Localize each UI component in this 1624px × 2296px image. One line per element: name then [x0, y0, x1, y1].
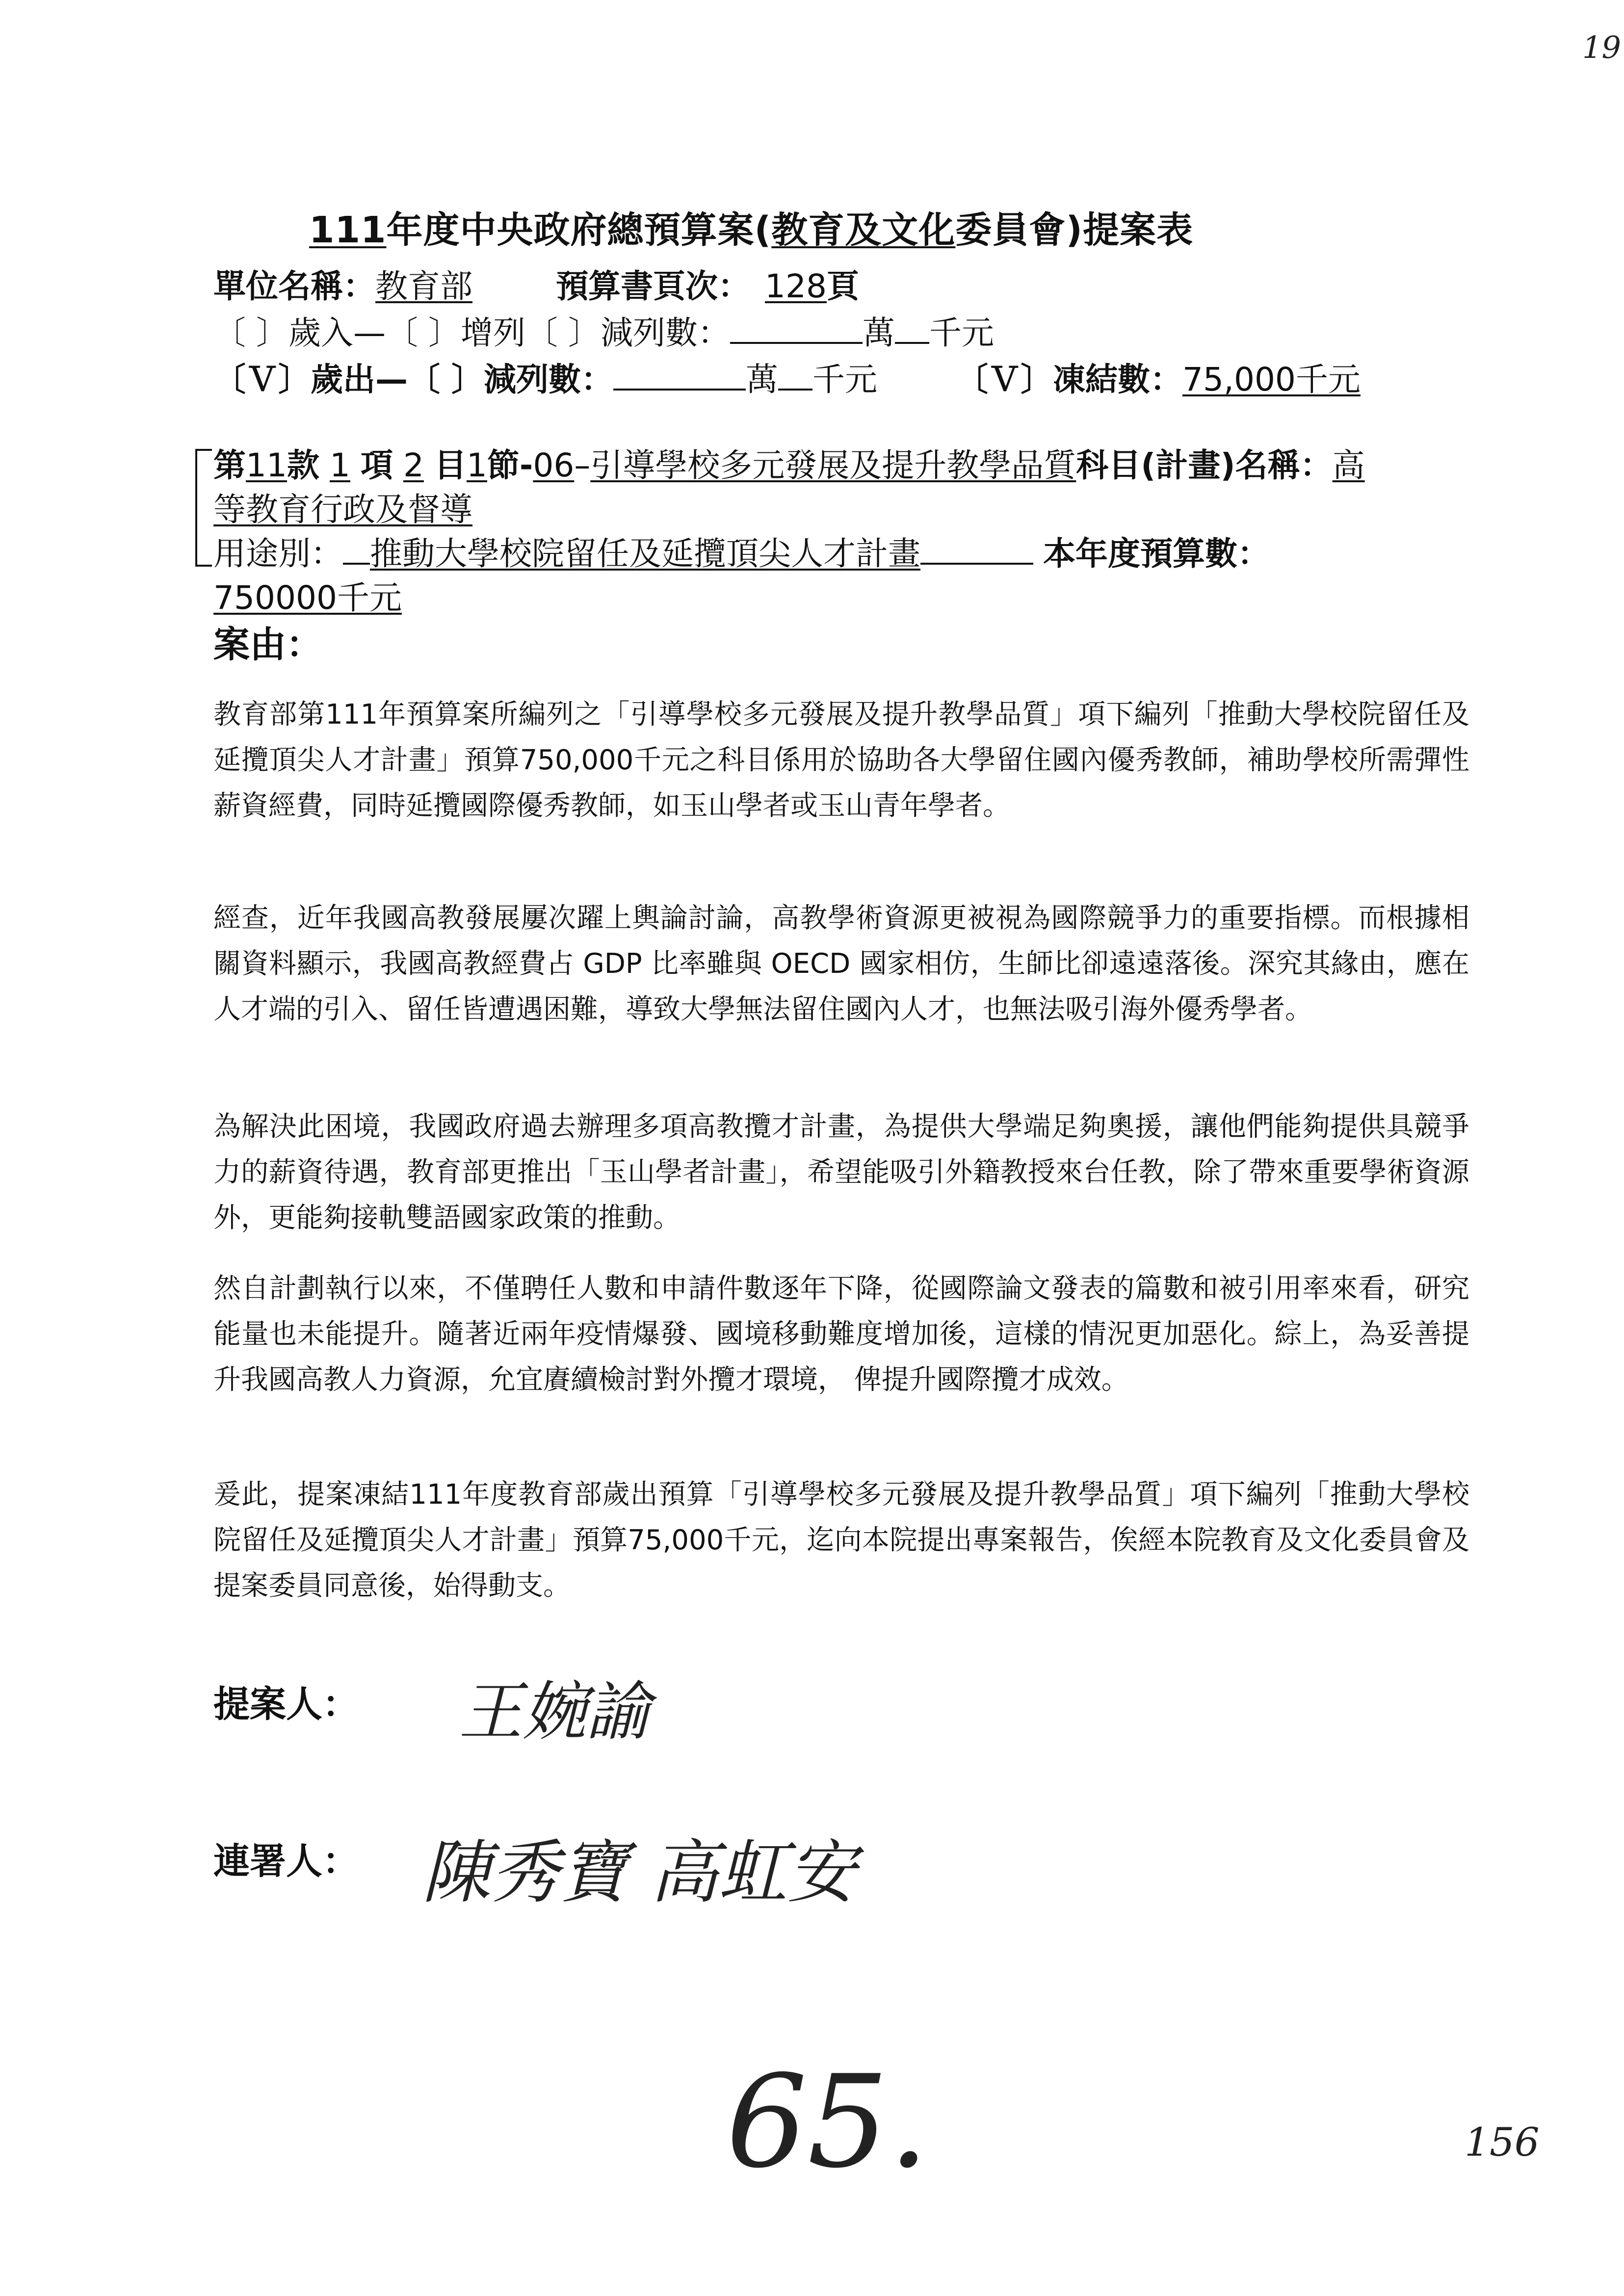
- unit-value: 教育部: [375, 267, 472, 305]
- budget-label: 本年度預算數：: [1043, 535, 1270, 573]
- item-xiang: 1: [329, 446, 350, 484]
- item-p5: 節-: [487, 446, 533, 484]
- use-value: 推動大學校院留任及延攬頂尖人才計畫: [370, 535, 920, 573]
- title-tail: 委員會)提案表: [955, 209, 1194, 251]
- expenditure-qian-blank: [778, 384, 812, 391]
- use-trail-blank: [920, 558, 1033, 565]
- page-ref-value: 128: [765, 267, 827, 305]
- cosigner-signature: 陳秀寶 高虹安: [422, 1833, 856, 1913]
- expenditure-wan-blank: [613, 384, 746, 391]
- page-title: [309, 201, 1193, 253]
- freeze-label: 〔Ｖ〕凍結數：: [955, 361, 1182, 398]
- proposer-signature: 王婉諭: [459, 1674, 651, 1749]
- handwritten-number: 65.: [726, 2048, 929, 2196]
- revenue-prefix: 〔 〕歲入—〔 〕增列〔 〕減列數：: [213, 314, 730, 352]
- unit-label: 單位名稱：: [213, 267, 375, 305]
- corner-number: 19: [1582, 29, 1621, 65]
- item-p1: 第: [213, 446, 246, 484]
- page-ref-unit: 頁: [826, 267, 859, 305]
- item-line-cont: [213, 483, 472, 530]
- budget-unit: 千元: [337, 579, 402, 617]
- item-bracket: [195, 449, 212, 567]
- item-p4: 目: [434, 446, 467, 484]
- title-mid: 年度中央政府總預算案(: [386, 209, 772, 251]
- revenue-wan: 萬: [862, 314, 895, 352]
- item-p3: 項: [360, 446, 393, 484]
- reason-label: 案由：: [213, 624, 322, 666]
- title-committee: 教育及文化: [771, 209, 956, 251]
- item-mu: 2: [403, 446, 424, 484]
- budget-line: [213, 572, 402, 618]
- use-label: 用途別：: [213, 535, 343, 573]
- item-code: 06: [533, 446, 575, 484]
- paragraph-2: 經查，近年我國高教發展屢次躍上輿論討論，高教學術資源更被視為國際競爭力的重要指標。而根據相關資料顯示，我國高教經費占 GDP 比率雖與 OECD 國家相仿，生師比卻遠遠落後。深究其緣由，應在人才端的引入、留任皆遭遇困難，導致大學無法留住國內人才，也無法吸引海外優秀學者。: [213, 902, 1469, 1025]
- subject-value-1: 高: [1332, 446, 1365, 484]
- subject-value-2: 等教育行政及督導: [213, 491, 472, 528]
- item-kuan: 11: [246, 446, 287, 484]
- item-plan: 引導學校多元發展及提升教學品質: [590, 446, 1076, 484]
- paragraph-1: 教育部第111年預算案所編列之「引導學校多元發展及提升教學品質」項下編列「推動大學校院留任及延攬頂尖人才計畫」預算750,000千元之科目係用於協助各大學留住國內優秀教師，補助學校所需彈性薪資經費，同時延攬國際優秀教師，如玉山學者或玉山青年學者。: [213, 699, 1469, 822]
- freeze-value: 75,000千元: [1182, 361, 1361, 398]
- budget-value: 750000: [213, 579, 337, 617]
- paragraph-5: 爰此，提案凍結111年度教育部歲出預算「引導學校多元發展及提升教學品質」項下編列「推動大學校院留任及延攬頂尖人才計畫」預算75,000千元，迄向本院提出專案報告，俟經本院教育及文化委員會及提案委員同意後，始得動支。: [213, 1479, 1469, 1602]
- title-year: 111: [309, 209, 387, 251]
- proposer-label: 提案人：: [213, 1683, 359, 1725]
- expenditure-prefix: 〔Ｖ〕歲出—〔 〕減列數：: [213, 361, 613, 398]
- expenditure-qian: 千元: [812, 361, 877, 398]
- paragraph-3: 為解決此困境，我國政府過去辦理多項高教攬才計畫，為提供大學端足夠奧援，讓他們能夠提供具競爭力的薪資待遇，教育部更推出「玉山學者計畫」，希望能吸引外籍教授來台任教，除了帶來重要學術資源外，更能夠接軌雙語國家政策的推動。: [213, 1111, 1469, 1234]
- item-p2: 款: [287, 446, 319, 484]
- revenue-line: [213, 307, 994, 353]
- page-ref-label: 預算書頁次：: [556, 267, 750, 305]
- item-jie: 1: [466, 446, 487, 484]
- paragraph-4: 然自計劃執行以來，不僅聘任人數和申請件數逐年下降，從國際論文發表的篇數和被引用率來看，研究能量也未能提升。隨著近兩年疫情爆發、國境移動難度增加後，這樣的情況更加惡化。綜上，為妥善提升我國高教人力資源，允宜賡續檢討對外攬才環境， 俾提升國際攬才成效。: [213, 1273, 1469, 1396]
- use-lead-blank: [343, 558, 370, 565]
- cosigner-label: 連署人：: [213, 1840, 359, 1882]
- expenditure-line: [213, 353, 1361, 400]
- expenditure-wan: 萬: [745, 361, 778, 398]
- handwritten-page-number: 156: [1465, 2119, 1540, 2165]
- subject-label: 科目(計畫)名稱：: [1076, 446, 1333, 484]
- revenue-wan-blank: [730, 337, 863, 344]
- item-line: [213, 439, 1365, 486]
- revenue-qian-blank: [895, 337, 929, 344]
- use-line: [213, 527, 1270, 574]
- unit-line: [213, 260, 859, 307]
- revenue-qian: 千元: [929, 314, 994, 352]
- item-dash: –: [574, 446, 591, 484]
